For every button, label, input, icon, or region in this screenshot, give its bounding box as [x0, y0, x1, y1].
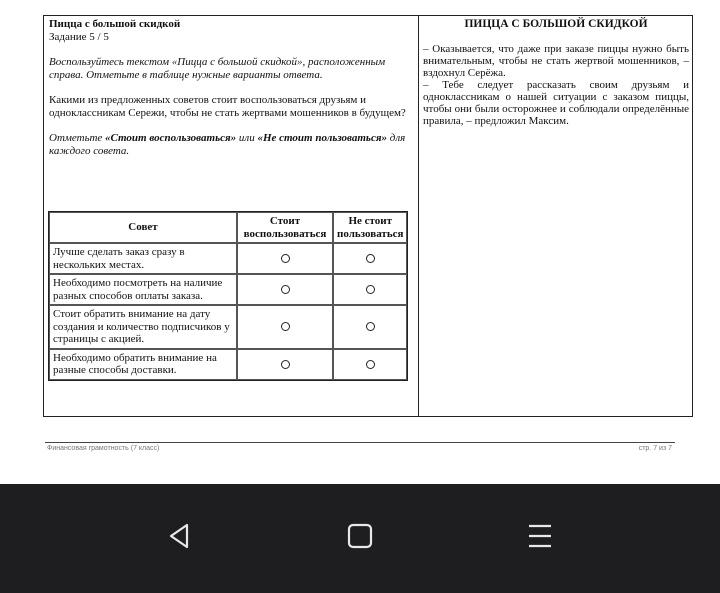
task-column: [49, 18, 413, 157]
task-question: Какими из предложенных советов стоит воспользоваться друзьям и одноклассникам Сережи, чтобы не стать жертвами мошенников в будущем?: [49, 94, 406, 119]
radio-circle-icon[interactable]: [366, 254, 375, 263]
radio-use-1[interactable]: [237, 243, 333, 274]
back-button[interactable]: [160, 516, 200, 556]
advice-text: Стоит обратить внимание на дату создания и количество подписчиков у страницы с акцией.: [49, 305, 237, 349]
task-frame: [43, 15, 693, 417]
advice-text: Необходимо обратить внимание на разные способы доставки.: [49, 349, 237, 380]
radio-not-use-2[interactable]: [333, 274, 407, 305]
story-paragraph-2: – Тебе следует рассказать своим друзьям и одноклассникам о нашей ситуации с заказом пиццы, чтобы они были осторожнее и соблюдали определённые правила, – предложил Максим.: [423, 79, 689, 127]
radio-circle-icon[interactable]: [281, 322, 290, 331]
radio-circle-icon[interactable]: [281, 360, 290, 369]
task-instruction: Воспользуйтесь текстом «Пицца с большой скидкой», расположенным справа. Отметьте в таблице нужные варианты ответа.: [49, 56, 386, 81]
answer-table: [48, 211, 408, 381]
footer-rule: [45, 442, 675, 443]
recents-button[interactable]: [520, 516, 560, 556]
advice-text: Необходимо посмотреть на наличие разных способов оплаты заказа.: [49, 274, 237, 305]
task-title: Пицца с большой скидкой: [49, 18, 181, 30]
header-advice: Совет: [49, 212, 237, 243]
table-header-row: [49, 212, 407, 243]
radio-use-3[interactable]: [237, 305, 333, 349]
radio-circle-icon[interactable]: [281, 285, 290, 294]
radio-circle-icon[interactable]: [366, 360, 375, 369]
recents-lines-icon[interactable]: [526, 522, 554, 550]
mark-or: или: [236, 132, 258, 144]
column-divider: [418, 16, 419, 416]
header-not-use: Не стоит пользоваться: [333, 212, 407, 243]
table-row: [49, 349, 407, 380]
radio-circle-icon[interactable]: [366, 285, 375, 294]
radio-use-4[interactable]: [237, 349, 333, 380]
home-button[interactable]: [340, 516, 380, 556]
mark-option-2: «Не стоит пользоваться»: [257, 132, 387, 144]
mark-option-1: «Стоит воспользоваться»: [105, 132, 237, 144]
home-square-icon[interactable]: [346, 522, 374, 550]
table-row: [49, 243, 407, 274]
story-paragraph-1: – Оказывается, что даже при заказе пиццы нужно быть внимательным, чтобы не стать жертвой мошенников, – вздохнул Серёжа.: [423, 43, 689, 79]
mark-suffix: для каждого совета.: [49, 132, 406, 157]
mark-prefix: Отметьте: [49, 132, 106, 144]
story-column: [423, 18, 689, 127]
radio-not-use-3[interactable]: [333, 305, 407, 349]
story-title: ПИЦЦА С БОЛЬШОЙ СКИДКОЙ: [464, 18, 648, 30]
mark-instruction: [49, 132, 413, 157]
table-row: [49, 274, 407, 305]
android-navigation-bar: [0, 484, 720, 593]
header-use: Стоит воспользоваться: [237, 212, 333, 243]
radio-not-use-4[interactable]: [333, 349, 407, 380]
radio-circle-icon[interactable]: [281, 254, 290, 263]
footer-page-number: стр. 7 из 7: [638, 445, 672, 452]
task-number: Задание 5 / 5: [49, 30, 109, 43]
radio-use-2[interactable]: [237, 274, 333, 305]
radio-not-use-1[interactable]: [333, 243, 407, 274]
footer-subject: Финансовая грамотность (7 класс): [47, 445, 160, 452]
radio-circle-icon[interactable]: [366, 322, 375, 331]
back-triangle-icon[interactable]: [166, 522, 194, 550]
table-row: [49, 305, 407, 349]
advice-text: Лучше сделать заказ сразу в нескольких местах.: [49, 243, 237, 274]
